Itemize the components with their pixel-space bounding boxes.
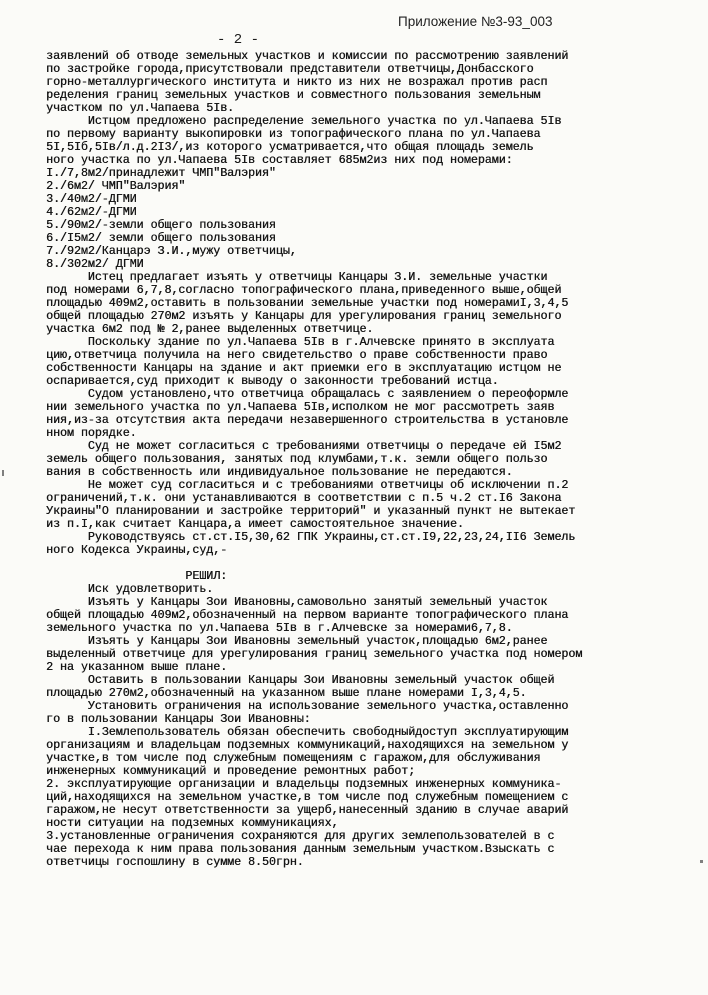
list-item: 3./40м2/-ДГМИ bbox=[46, 193, 137, 206]
text-line: 3.установленные ограничения сохраняются для других землепользователей в с bbox=[46, 830, 555, 843]
text-line: горно-металлургического института и никто из них не возражал против расп bbox=[46, 76, 548, 89]
text-line: Изъять у Канцары Зои Ивановны,самовольно занятый земельный участок bbox=[46, 596, 548, 609]
text-line: Украины"О планировании и застройке территорий" и указанный пункт не вытекает bbox=[46, 505, 576, 518]
text-line: Оставить в пользовании Канцары Зои Ивановны земельный участок общей bbox=[46, 674, 555, 687]
text-line: площадью 270м2,обозначенный на указанном выше плане номерами I,3,4,5. bbox=[46, 687, 527, 700]
text-line: 2 на указанном выше плане. bbox=[46, 661, 228, 674]
text-line: нном порядке. bbox=[46, 427, 137, 440]
page-number: - 2 - bbox=[217, 32, 260, 48]
text-line: Изъять у Канцары Зои Ивановны земельный участок,площадью 6м2,ранее bbox=[46, 635, 548, 648]
text-line: площадью 409м2,оставить в пользовании земельные участки под номерамиI,3,4,5 bbox=[46, 297, 569, 310]
text-line: чае перехода к ним права пользования данным земельным участком.Взыскать с bbox=[46, 843, 555, 856]
text-line: Судом установлено,что ответчица обращалась с заявлением о переоформле bbox=[46, 388, 569, 401]
list-item: 6./I5м2/ земли общего пользования bbox=[46, 232, 276, 245]
text-line: ного участка по ул.Чапаева 5Iв составляет 685м2из них под номерами: bbox=[46, 154, 513, 167]
text-line: собственности Канцары на здание и акт приемки его в эксплуатацию истцом не bbox=[46, 362, 562, 375]
text-line: 2. эксплуатирующие организации и владельцы подземных инженерных коммуника- bbox=[46, 778, 562, 791]
scan-speck bbox=[2, 470, 4, 476]
text-line: ности ситуации на подземных коммуникациях, bbox=[46, 817, 339, 830]
text-line: участке,в том числе под служебным помещениям с гаражом,для обслуживания bbox=[46, 752, 541, 765]
list-item: I./7,8м2/принадлежит ЧМП"Валэрия" bbox=[46, 167, 276, 180]
text-line: участком по ул.Чапаева 5Iв. bbox=[46, 102, 235, 115]
text-line: ния,из-за отсутствия акта передачи незавершенного строительства в установле bbox=[46, 414, 569, 427]
list-item: 8./302м2/ ДГМИ bbox=[46, 258, 144, 271]
text-line: под номерами 6,7,8,согласно топографического плана,приведенного выше,общей bbox=[46, 284, 562, 297]
text-line: Истцом предложено распределение земельного участка по ул.Чапаева 5Iв bbox=[46, 115, 562, 128]
document-body bbox=[46, 50, 706, 869]
text-line: по застройке города,присутствовали представители ответчицы,Донбасского bbox=[46, 63, 534, 76]
text-line: нии земельного участка по ул.Чапаева 5Iв,исполком не мог рассмотреть заяв bbox=[46, 401, 555, 414]
annex-label: Приложение №3-93_003 bbox=[398, 14, 553, 29]
text-line: Установить ограничения на использование земельного участка,оставленно bbox=[46, 700, 569, 713]
list-item: 7./92м2/Канцарэ З.И.,мужу ответчицы, bbox=[46, 245, 297, 258]
text-line: организациям и владельцам подземных коммуникаций,находящихся на земельном у bbox=[46, 739, 569, 752]
text-line: ограничений,т.к. они устанавливаются в соответствии с п.5 ч.2 ст.I6 Закона bbox=[46, 492, 562, 505]
text-line: выделенный ответчице для урегулирования границ земельного участка под номером bbox=[46, 648, 583, 661]
text-line: инженерных коммуникаций и проведение ремонтных работ; bbox=[46, 765, 416, 778]
text-line: оспаривается,суд приходит к выводу о законности требований истца. bbox=[46, 375, 499, 388]
text-line: ределения границ земельных участков и совместного пользования земельным bbox=[46, 89, 541, 102]
text-line: цию,ответчица получила на него свидетельство о праве собственности право bbox=[46, 349, 548, 362]
text-line: общей площадью 270м2 изъять у Канцары для урегулирования границ земельного bbox=[46, 310, 562, 323]
text-line: общей площадью 409м2,обозначенный на первом варианте топографического плана bbox=[46, 609, 569, 622]
text-line: Истец предлагает изъять у ответчицы Канцары З.И. земельные участки bbox=[46, 271, 548, 284]
text-line: из п.I,как считает Канцара,а имеет самостоятельное значение. bbox=[46, 518, 464, 531]
decision-heading: РЕШИЛ: bbox=[46, 570, 228, 583]
text-line: Не может суд согласиться и с требованиями ответчицы об исключении п.2 bbox=[46, 479, 569, 492]
text-line: ций,находящихся на земельном участке,в том числе под служебным помещением с bbox=[46, 791, 569, 804]
text-line: Поскольку здание по ул.Чапаева 5Iв в г.Алчевске принято в эксплуата bbox=[46, 336, 555, 349]
text-line: I.Землепользователь обязан обеспечить свободныйдоступ эксплуатирующим bbox=[46, 726, 569, 739]
blank-line bbox=[46, 557, 706, 570]
text-line: участка 6м2 под № 2,ранее выделенных ответчице. bbox=[46, 323, 374, 336]
text-line: земельного участка по ул.Чапаева 5Iв в г.Алчевске за номерами6,7,8. bbox=[46, 622, 513, 635]
text-line: го в пользовании Канцары Зои Ивановны: bbox=[46, 713, 311, 726]
list-item: 5./90м2/-земли общего пользования bbox=[46, 219, 276, 232]
text-line: заявлений об отводе земельных участков и комиссии по рассмотрению заявлений bbox=[46, 50, 569, 63]
text-line: ответчицы госпошлину в сумме 8.50грн. bbox=[46, 856, 304, 869]
text-line: Руководствуясь ст.ст.I5,30,62 ГПК Украины,ст.ст.I9,22,23,24,II6 Земель bbox=[46, 531, 576, 544]
text-line: Суд не может согласиться с требованиями ответчицы о передаче ей I5м2 bbox=[46, 440, 562, 453]
text-line: Иск удовлетворить. bbox=[46, 583, 214, 596]
list-item: 2./6м2/ ЧМП"Валэрия" bbox=[46, 180, 186, 193]
list-item: 4./62м2/-ДГМИ bbox=[46, 206, 137, 219]
text-line: по первому варианту выкопировки из топографического плана по ул.Чапаева bbox=[46, 128, 541, 141]
text-line: ного Кодекса Украины,суд,- bbox=[46, 544, 228, 557]
text-line: 5I,5Iб,5Iв/л.д.2I3/,из которого усматривается,что общая площадь земель bbox=[46, 141, 534, 154]
text-line: вания в собственность или индивидуальное пользование не передаются. bbox=[46, 466, 513, 479]
text-line: гаражом,не несут ответственности за ущерб,нанесенный зданию в случае аварий bbox=[46, 804, 569, 817]
scan-speck bbox=[700, 860, 703, 863]
text-line: земель общего пользования, занятых под клумбами,т.к. земли общего пользо bbox=[46, 453, 548, 466]
